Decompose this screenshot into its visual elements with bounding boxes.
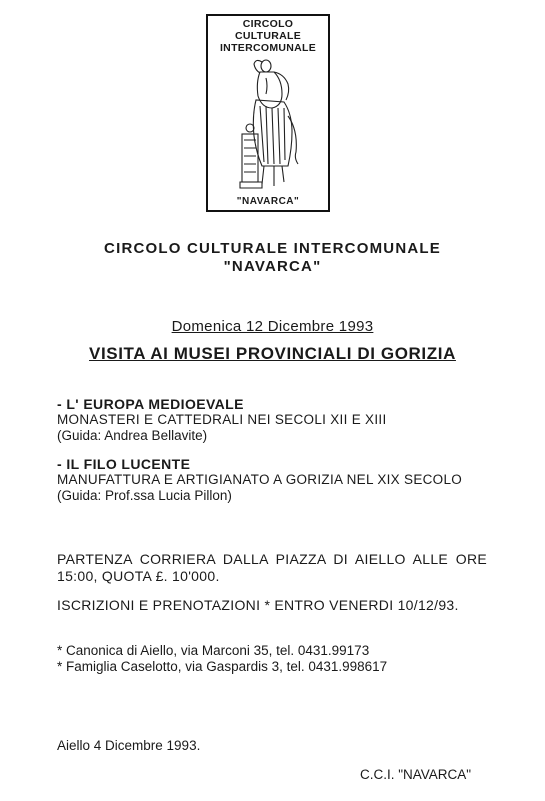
logo-title-line: CULTURALE — [234, 30, 302, 42]
program-item-subtitle: MONASTERI E CATTEDRALI NEI SECOLI XII E XIII — [57, 412, 387, 427]
program-item-title: - IL FILO LUCENTE — [57, 456, 191, 472]
place-date: Aiello 4 Dicembre 1993. — [57, 738, 201, 753]
contact-line: * Famiglia Caselotto, via Gaspardis 3, tel. 0431.998617 — [57, 659, 388, 674]
contact-line: * Canonica di Aiello, via Marconi 35, tel. 0431.99173 — [57, 643, 370, 658]
logo-title-line: INTERCOMUNALE — [219, 42, 317, 54]
departure-info: PARTENZA CORRIERA DALLA PIAZZA DI AIELLO ALLE ORE 15:00, QUOTA £. 10'000. — [57, 551, 487, 584]
organization-name: CIRCOLO CULTURALE INTERCOMUNALE — [104, 240, 441, 257]
program-item — [57, 396, 487, 444]
program-item-guide: (Guida: Prof.ssa Lucia Pillon) — [57, 488, 232, 503]
organization-nickname: "NAVARCA" — [223, 258, 322, 275]
event-date: Domenica 12 Dicembre 1993 — [171, 318, 374, 335]
signature: C.C.I. "NAVARCA" — [360, 767, 472, 782]
logo-box — [206, 14, 330, 212]
program-item — [57, 456, 487, 504]
logo-title — [208, 18, 328, 54]
logo-title-line: CIRCOLO — [242, 18, 294, 30]
program-item-title: - L' EUROPA MEDIOEVALE — [57, 396, 244, 412]
logo-caption: "NAVARCA" — [236, 196, 300, 207]
event-title: VISITA AI MUSEI PROVINCIALI DI GORIZIA — [89, 344, 456, 363]
registration-info: ISCRIZIONI E PRENOTAZIONI * ENTRO VENERDI 10/12/93. — [57, 597, 459, 613]
program-item-subtitle: MANUFATTURA E ARTIGIANATO A GORIZIA NEL XIX SECOLO — [57, 472, 463, 487]
program-item-guide: (Guida: Andrea Bellavite) — [57, 428, 208, 443]
statue-icon — [222, 56, 318, 196]
contacts-list — [57, 643, 487, 675]
